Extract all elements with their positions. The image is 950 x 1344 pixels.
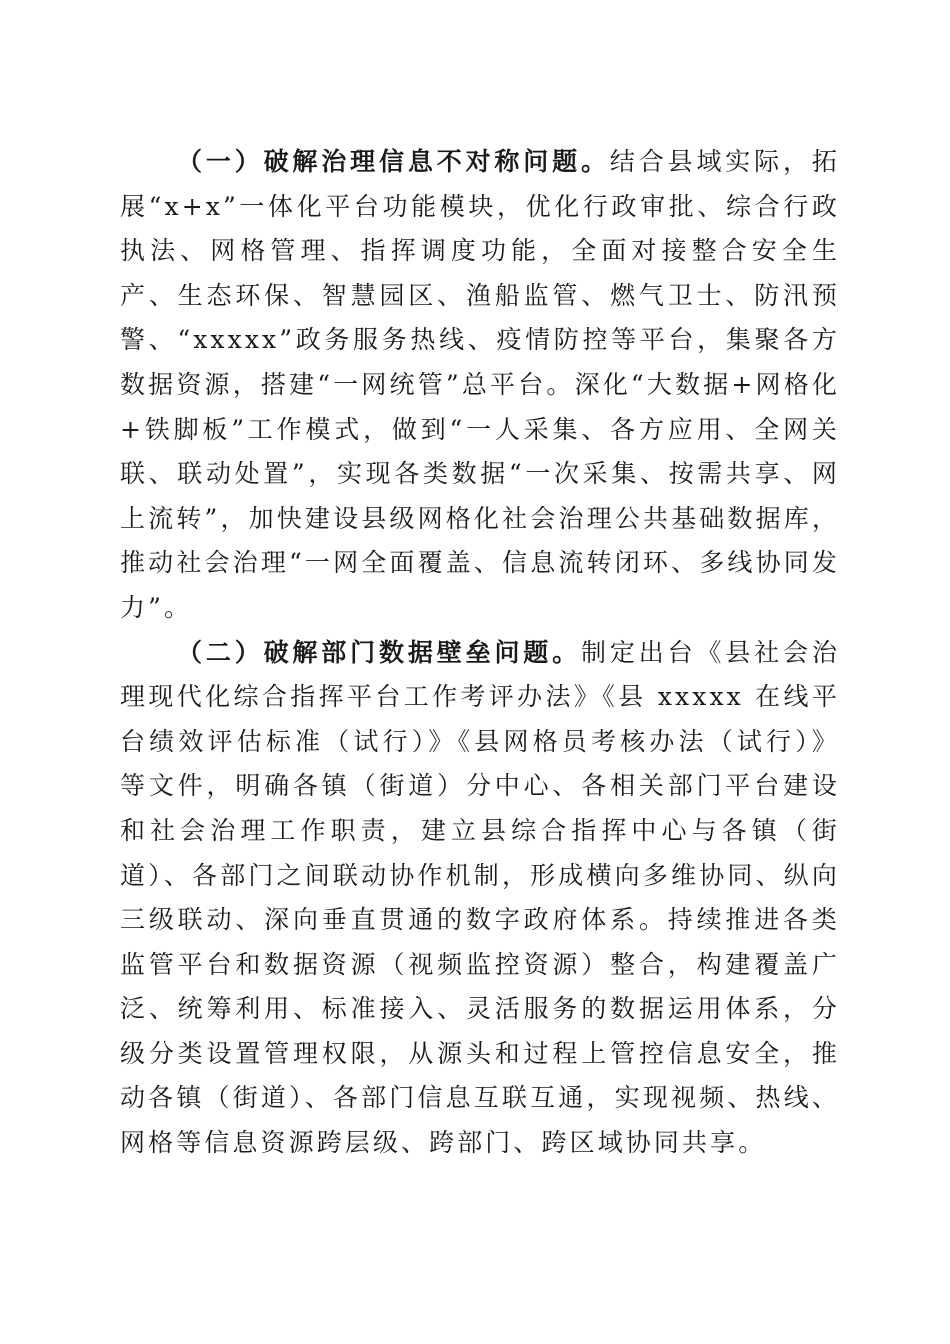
paragraph-2 [120,631,840,1166]
paragraph-1-text: 结合县域实际，拓展“x+x”一体化平台功能模块，优化行政审批、综合行政执法、网格管理、指挥调度功能，全面对接整合安全生产、生态环保、智慧园区、渔船监管、燃气卫士、防汛预警、“xxxxx”政务服务热线、疫情防控等平台，集聚各方数据资源，搭建“一网统管”总平台。深化“大数据+网格化+铁脚板”工作模式，做到“一人采集、各方应用、全网关联、联动处置”，实现各类数据“一次采集、按需共享、网上流转”，加快建设县级网格化社会治理公共基础数据库，推动社会治理“一网全面覆盖、信息流转闭环、多线协同发力”。 [120,147,840,622]
paragraph-1-heading: （一）破解治理信息不对称问题。 [177,147,610,176]
document-body [120,140,840,1166]
paragraph-1 [120,140,840,631]
paragraph-2-heading: （二）破解部门数据壁垒问题。 [177,637,582,667]
paragraph-2-text: 制定出台《县社会治理现代化综合指挥平台工作考评办法》《县 xxxxx 在线平台绩效评估标准（试行）》《县网格员考核办法（试行）》等文件，明确各镇（街道）分中心、各相关部门平台建设和社会治理工作职责，建立县综合指挥中心与各镇（街道）、各部门之间联动协作机制，形成横向多维协同、纵向三级联动、深向垂直贯通的数字政府体系。持续推进各类监管平台和数据资源（视频监控资源）整合，构建覆盖广泛、统筹利用、标准接入、灵活服务的数据运用体系，分级分类设置管理权限，从源头和过程上管控信息安全，推动各镇（街道）、各部门信息互联互通，实现视频、热线、网格等信息资源跨层级、跨部门、跨区域协同共享。 [120,637,841,1158]
